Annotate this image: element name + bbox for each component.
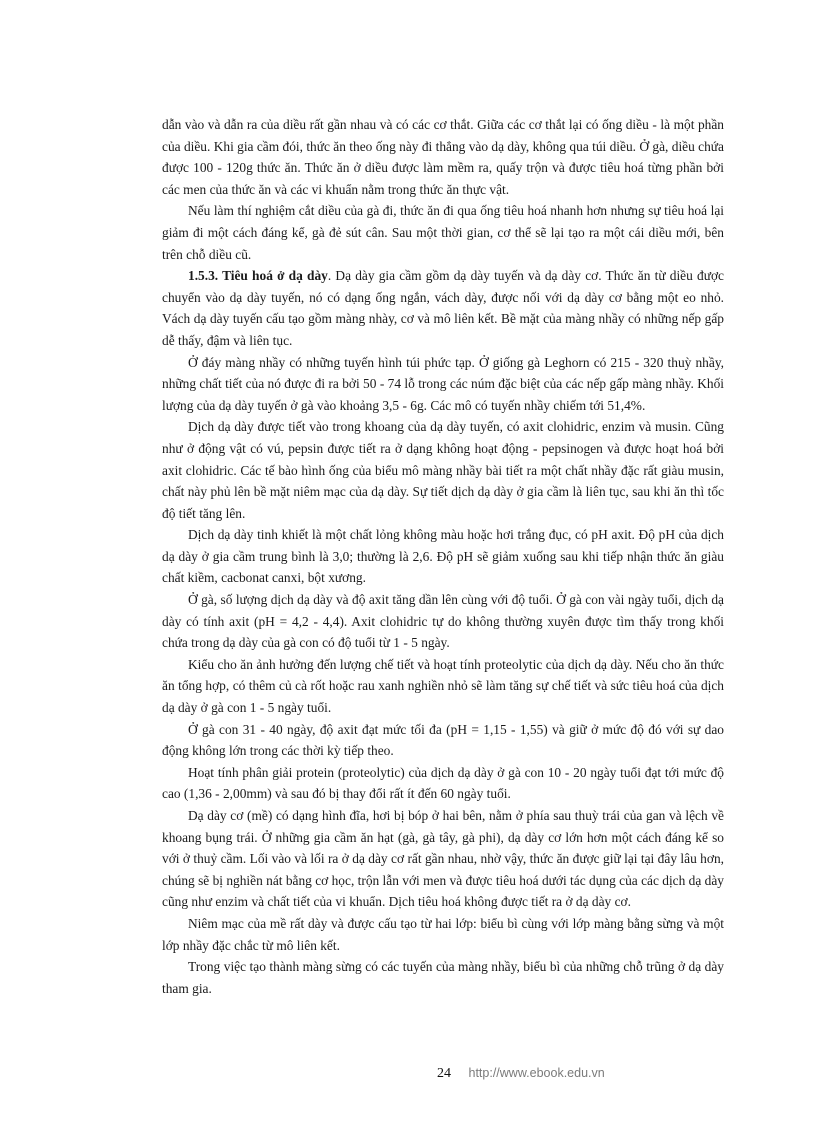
page-number: 24 — [437, 1066, 451, 1081]
section-heading: 1.5.3. Tiêu hoá ở dạ dày — [188, 268, 328, 284]
body-text — [162, 114, 724, 999]
paragraph: Kiểu cho ăn ảnh hưởng đến lượng chế tiết và hoạt tính proteolytic của dịch dạ dày. Nếu cho ăn thức ăn tổng hợp, có thêm củ cà rốt hoặc rau xanh nghiền nhỏ sẽ làm tăng sự chế tiết và sức tiêu hoá của dịch dạ dày ở gà con 1 - 5 ngày tuổi. — [162, 656, 724, 716]
paragraph: Ở đáy màng nhầy có những tuyến hình túi phức tạp. Ở giống gà Leghorn có 215 - 320 thuỳ nhầy, những chất tiết của nó được đi ra bởi 50 - 74 lỗ trong các núm đặc biệt của các nếp gấp màng nhầy. Khối lượng của dạ dày tuyến ở gà vào khoảng 3,5 - 6g. Các mô có tuyến nhầy chiếm tới 51,4%. — [162, 354, 724, 413]
paragraph: dẫn vào và dẫn ra của diều rất gần nhau và có các cơ thắt. Giữa các cơ thắt lại có ống diều - là một phần của diều. Khi gia cầm đói, thức ăn theo ống này đi thẳng vào dạ dày, không qua túi diều. Ở gà, diều chứa được 100 - 120g thức ăn. Thức ăn ở diều được làm mềm ra, quấy trộn và được tiêu hoá từng phần bởi các men của thức ăn và các vi khuẩn nằm trong thức ăn thực vật. — [162, 117, 724, 197]
paragraph — [162, 265, 724, 351]
page-footer — [437, 1066, 605, 1082]
paragraph: Trong việc tạo thành màng sừng có các tuyến của màng nhầy, biểu bì của những chỗ trũng ở dạ dày tham gia. — [162, 959, 724, 996]
footer-url-link[interactable]: http://www.ebook.edu.vn — [468, 1066, 605, 1080]
paragraph: Dịch dạ dày được tiết vào trong khoang của dạ dày tuyến, có axit clohidric, enzim và musin. Cũng như ở động vật có vú, pepsin được tiết ra ở dạng không hoạt động - pepsinogen và được hoạt hoá bởi axit clohidric. Các tế bào hình ống của biểu mô màng nhầy bài tiết ra một chất nhầy đặc rất giàu musin, chất này phủ lên bề mặt niêm mạc của dạ dày. Sự tiết dịch dạ dày ở gia cầm là liên tục, sau khi ăn thì tốc độ tiết tăng lên. — [162, 419, 724, 521]
paragraph: Ở gà con 31 - 40 ngày, độ axit đạt mức tối đa (pH = 1,15 - 1,55) và giữ ở mức độ đó với sự dao động không lớn trong các thời kỳ tiếp theo. — [162, 721, 724, 759]
paragraph: Niêm mạc của mề rất dày và được cấu tạo từ hai lớp: biểu bì cùng với lớp màng bằng sừng và một lớp nhầy đặc chắc từ mô liên kết. — [162, 915, 724, 953]
paragraph: Hoạt tính phân giải protein (proteolytic) của dịch dạ dày ở gà con 10 - 20 ngày tuổi đạt tới mức độ cao (1,36 - 2,00mm) và sau đó bị thay đổi rất ít đến 60 ngày tuổi. — [162, 764, 724, 802]
paragraph: Ở gà, số lượng dịch dạ dày và độ axit tăng dần lên cùng với độ tuổi. Ở gà con vài ngày tuổi, dịch dạ dày có tính axit (pH = 4,2 - 4,4). Axit clohidric tự do không thường xuyên được tìm thấy trong khối chứa trong dạ dày của gà con có độ tuổi từ 1 - 5 ngày. — [162, 592, 724, 651]
paragraph: Dạ dày cơ (mề) có dạng hình đĩa, hơi bị bóp ở hai bên, nằm ở phía sau thuỳ trái của gan và lệch về khoang bụng trái. Ở những gia cầm ăn hạt (gà, gà tây, gà phi), dạ dày cơ lớn hơn một cách đáng kể so với ở thuỷ cầm. Lối vào và lối ra ở dạ dày cơ rất gần nhau, nhờ vậy, thức ăn được giữ lại tại đây lâu hơn, chúng sẽ bị nghiền nát bằng cơ học, trộn lẫn với men và được tiêu hoá dưới tác dụng của các dịch dạ dày cũng như enzim và chất tiết của vi khuẩn. Dịch tiêu hoá không được tiết ra ở dạ dày cơ. — [162, 808, 724, 910]
paragraph: Nếu làm thí nghiệm cắt diều của gà đi, thức ăn đi qua ống tiêu hoá nhanh hơn nhưng sự tiêu hoá lại giảm đi một cách đáng kể, gà đẻ sút cân. Sau một thời gian, cơ thể sẽ lại tạo ra một cái diều mới, bên trên chỗ diều cũ. — [162, 203, 724, 262]
paragraph: Dịch dạ dày tinh khiết là một chất lỏng không màu hoặc hơi trắng đục, có pH axit. Độ pH của dịch dạ dày ở gia cầm trung bình là 3,0; thường là 2,6. Độ pH sẽ giảm xuống sau khi tiếp nhận thức ăn giàu chất kiềm, cacbonat canxi, bột xương. — [162, 527, 724, 586]
paragraph-text: . Dạ dày gia cầm gồm dạ dày tuyến và dạ dày cơ. Thức ăn từ diều được chuyển vào dạ dày tuyến, nó có dạng ống ngắn, vách dày, được nối với dạ dày cơ bằng một eo nhỏ. Vách dạ dày tuyến cấu tạo gồm màng nhày, cơ và mô liên kết. Bề mặt của màng nhầy có những nếp gấp dễ thấy, đậm và liên tục. — [162, 268, 724, 348]
